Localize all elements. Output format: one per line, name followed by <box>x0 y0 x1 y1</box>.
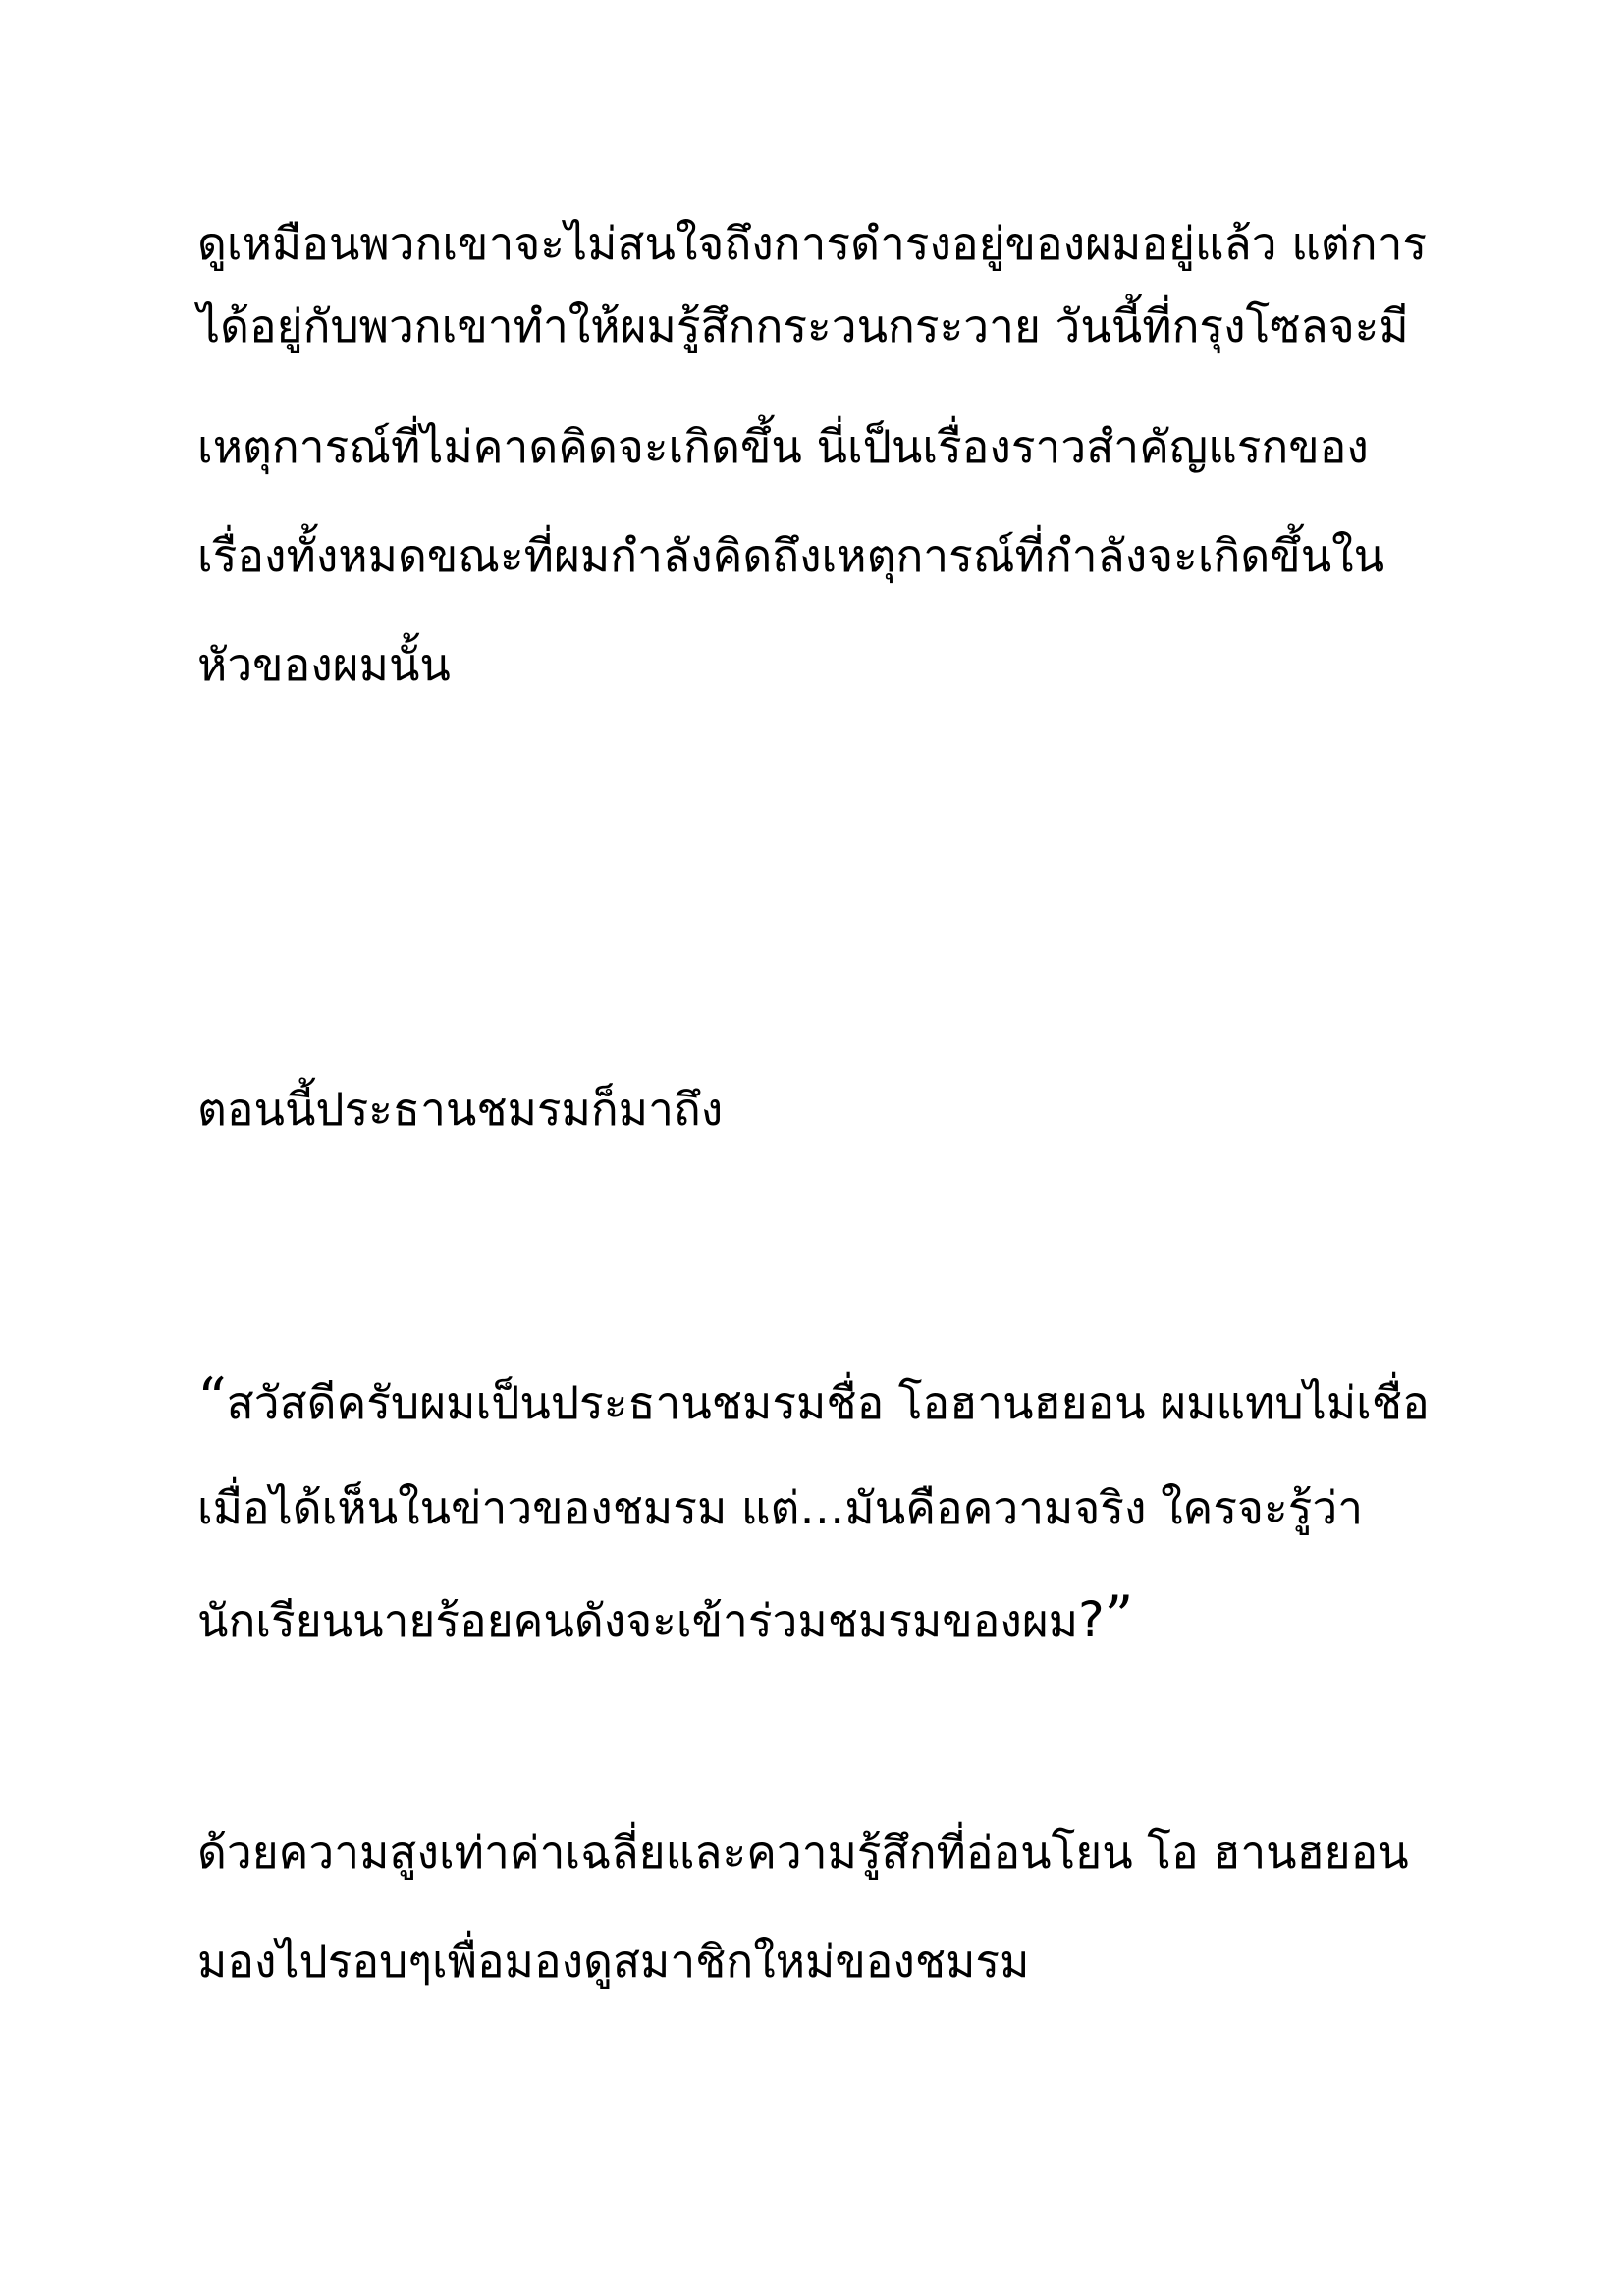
paragraph-1-line-2: ได้อยู่กับพวกเขาทำให้ผมรู้สึกกระวนกระวาย วันนี้ที่กรุงโซลจะมี <box>197 299 1409 352</box>
paragraph-1-line-4: เรื่องทั้งหมดขณะที่ผมกำลังคิดถึงเหตุการณ์ที่กำลังจะเกิดขึ้นใน <box>197 529 1385 582</box>
paragraph-1-line-5: หัวของผมนั้น <box>197 638 451 691</box>
question-mark: ? <box>1078 1591 1105 1648</box>
paragraph-1-line-3: เหตุการณ์ที่ไม่คาดคิดจะเกิดขึ้น นี่เป็นเรื่องราวสำคัญแรกของ <box>197 420 1369 473</box>
paragraph-2-line-1: ตอนนี้ประธานชมรมก็มาถึง <box>197 1083 724 1136</box>
dialogue-line-1-text: สวัสดีครับผมเป็นประธานชมรมชื่อ โอฮานฮยอน ผมแทบไม่เชื่อ <box>226 1376 1430 1429</box>
close-quote: ” <box>1104 1583 1134 1650</box>
paragraph-4-line-2: มองไปรอบๆเพื่อมองดูสมาชิกใหม่ของชมรม <box>197 1935 1030 1988</box>
dialogue-line-2: เมื่อได้เห็นในข่าวของชมรม แต่…มันคือความจริง ใครจะรู้ว่า <box>197 1481 1364 1534</box>
paragraph-1-line-1: ดูเหมือนพวกเขาจะไม่สนใจถึงการดำรงอยู่ของผมอยู่แล้ว แต่การ <box>197 217 1428 270</box>
open-quote: “ <box>197 1365 227 1432</box>
dialogue-line-1 <box>197 1365 1430 1432</box>
dialogue-line-3 <box>197 1583 1134 1650</box>
paragraph-4-line-1: ด้วยความสูงเท่าค่าเฉลี่ยและความรู้สึกที่อ่อนโยน โอ ฮานฮยอน <box>197 1826 1409 1879</box>
dialogue-line-3-text: นักเรียนนายร้อยคนดังจะเข้าร่วมชมรมของผม <box>197 1594 1079 1647</box>
